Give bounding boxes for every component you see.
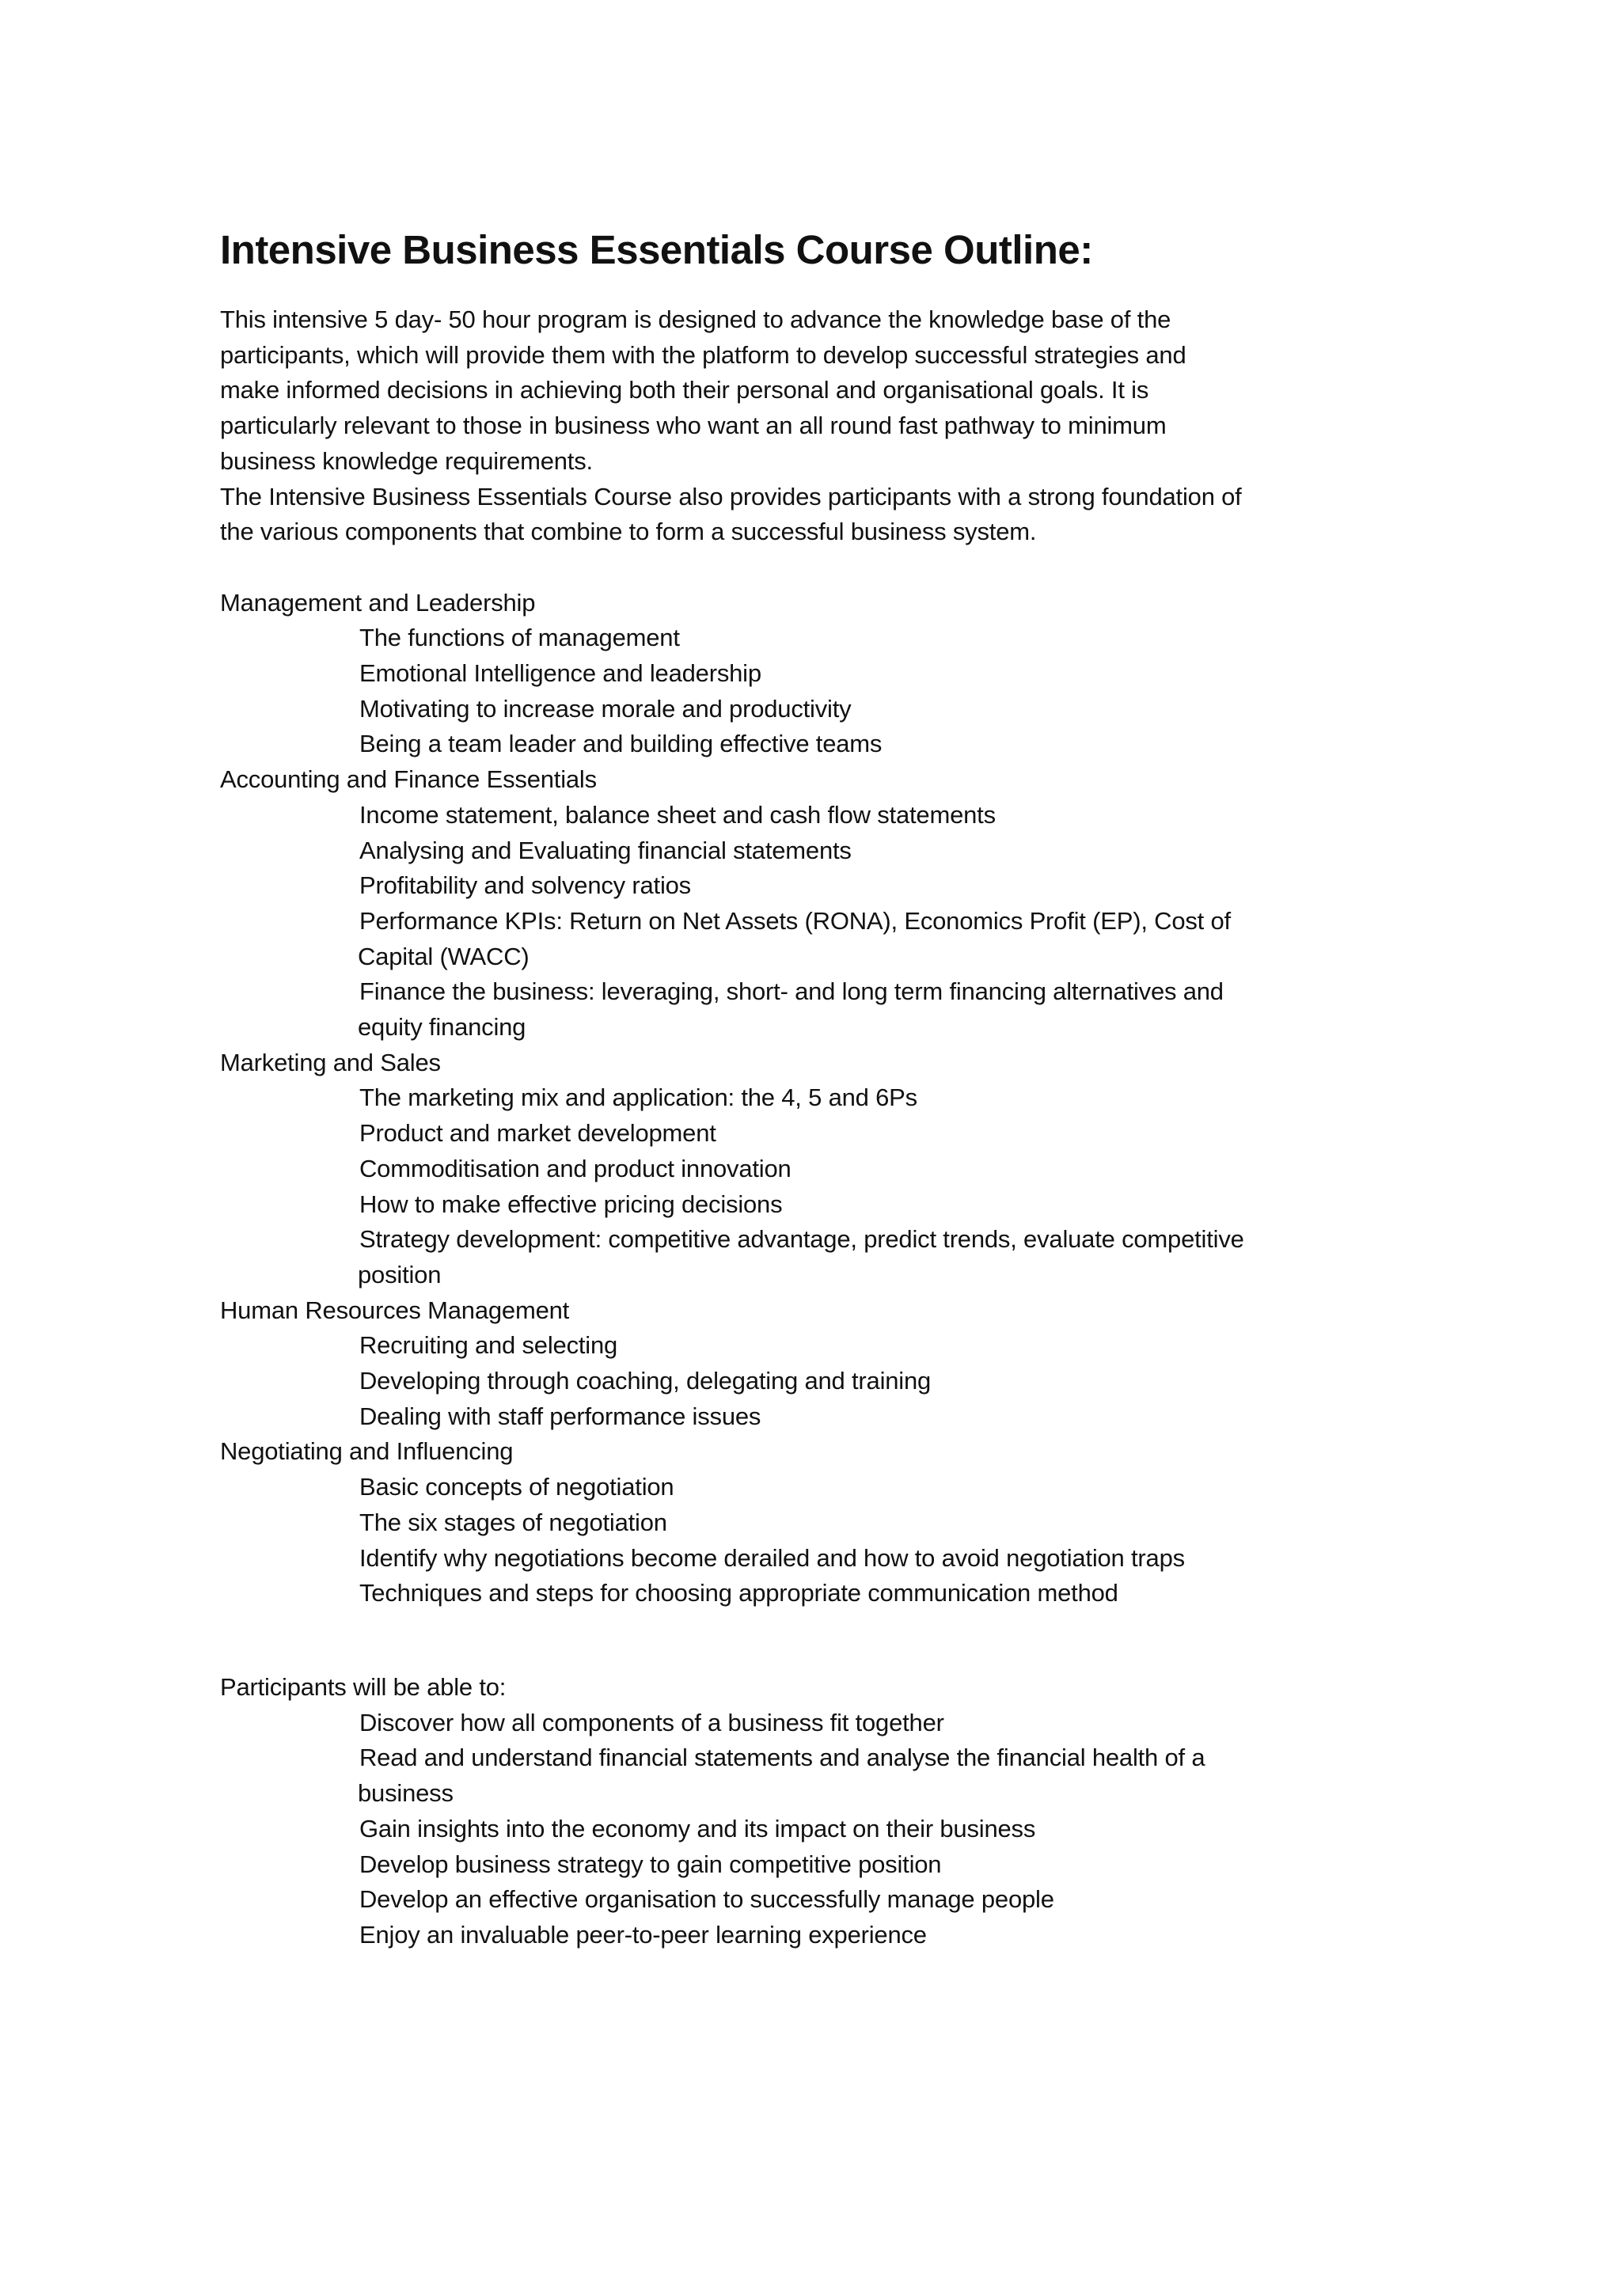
- section-item-text: Emotional Intelligence and leadership: [359, 659, 761, 688]
- section-item: [220, 1152, 1407, 1187]
- section-item: [220, 974, 1407, 1045]
- section-item: [220, 1364, 1407, 1399]
- section-item-text: Recruiting and selecting: [359, 1331, 618, 1360]
- participants-heading: Participants will be able to:: [220, 1673, 507, 1701]
- section-heading: Negotiating and Influencing: [220, 1437, 514, 1466]
- outcome-item: [220, 1882, 1407, 1918]
- section: [220, 586, 1407, 763]
- section: [220, 1046, 1407, 1293]
- section-item: [220, 1222, 1407, 1292]
- section-item-continuation: position: [358, 1260, 442, 1288]
- section-item: [220, 798, 1407, 833]
- section-item-text: Basic concepts of negotiation: [359, 1473, 674, 1501]
- outcome-list: [220, 1706, 1407, 1953]
- section-item-text: Dealing with staff performance issues: [359, 1402, 761, 1430]
- intro-line: make informed decisions in achieving both their personal and organisational goals. It is: [220, 376, 1149, 404]
- outcome-item-text: Gain insights into the economy and its impact on their business: [359, 1814, 1036, 1842]
- outcome-item: [220, 1918, 1407, 1953]
- section-item: [220, 1470, 1407, 1505]
- section-item-text: Developing through coaching, delegating and training: [359, 1367, 932, 1395]
- section-item-text: The functions of management: [359, 624, 680, 652]
- intro-line: particularly relevant to those in business who want an all round fast pathway to minimum: [220, 412, 1167, 440]
- section: [220, 762, 1407, 1046]
- section-item: [220, 656, 1407, 692]
- section-item: [220, 868, 1407, 904]
- section-item-text: Identify why negotiations become derailed and how to avoid negotiation traps: [359, 1543, 1185, 1572]
- section-item: [220, 692, 1407, 727]
- outcome-item: [220, 1847, 1407, 1883]
- section-item-text: Motivating to increase morale and productivity: [359, 694, 852, 723]
- section-heading: Accounting and Finance Essentials: [220, 765, 597, 794]
- outcome-item-text: Read and understand financial statements and analyse the financial health of a: [359, 1744, 1205, 1772]
- participants-outcomes: [220, 1670, 1407, 1953]
- section-item-text: Techniques and steps for choosing appropriate communication method: [359, 1579, 1118, 1607]
- outcome-item-text: Develop business strategy to gain competitive position: [359, 1850, 942, 1878]
- outcome-item: [220, 1706, 1407, 1741]
- section: [220, 1434, 1407, 1611]
- section-item-text: Being a team leader and building effective teams: [359, 730, 883, 758]
- intro-line: participants, which will provide them with the platform to develop successful strategies and: [220, 340, 1186, 369]
- section-item-text: Strategy development: competitive advantage, predict trends, evaluate competitive: [359, 1225, 1244, 1254]
- section-item: [220, 904, 1407, 974]
- section-item: [220, 1576, 1407, 1611]
- section-item: [220, 1328, 1407, 1364]
- section-item-text: Performance KPIs: Return on Net Assets (RONA), Economics Profit (EP), Cost of: [359, 906, 1231, 935]
- outcome-item-text: Discover how all components of a business fit together: [359, 1708, 944, 1736]
- intro-paragraph: [220, 302, 1407, 550]
- outcome-item: [220, 1740, 1407, 1811]
- section-heading: Marketing and Sales: [220, 1048, 441, 1076]
- section-item: [220, 1399, 1407, 1435]
- outcome-item-text: Enjoy an invaluable peer-to-peer learning experience: [359, 1920, 927, 1949]
- section-item-continuation: equity financing: [358, 1013, 526, 1042]
- section-item-text: How to make effective pricing decisions: [359, 1190, 783, 1218]
- section-item: [220, 727, 1407, 762]
- outcome-item-text: Develop an effective organisation to successfully manage people: [359, 1885, 1054, 1914]
- section-item-text: Commoditisation and product innovation: [359, 1154, 792, 1182]
- section-item-text: Income statement, balance sheet and cash flow statements: [359, 800, 996, 829]
- section-item-text: Finance the business: leveraging, short- and long term financing alternatives and: [359, 977, 1224, 1006]
- section: [220, 1293, 1407, 1435]
- section-heading: Human Resources Management: [220, 1296, 570, 1324]
- outcome-item-continuation: business: [358, 1779, 454, 1808]
- section-item-text: The marketing mix and application: the 4, 5 and 6Ps: [359, 1083, 917, 1112]
- document-page: [220, 222, 1407, 1953]
- section-item: [220, 1116, 1407, 1152]
- section-item: [220, 1505, 1407, 1541]
- section-item: [220, 1541, 1407, 1577]
- section-heading: Management and Leadership: [220, 588, 536, 617]
- intro-line: the various components that combine to form a successful business system.: [220, 518, 1037, 546]
- intro-line: The Intensive Business Essentials Course also provides participants with a strong foundation of: [220, 482, 1242, 510]
- outcome-item: [220, 1812, 1407, 1847]
- section-item: [220, 620, 1407, 656]
- section-item: [220, 1080, 1407, 1116]
- intro-line: This intensive 5 day- 50 hour program is designed to advance the knowledge base of the: [220, 306, 1171, 333]
- page-title: Intensive Business Essentials Course Outline:: [220, 227, 1093, 272]
- section-item: [220, 833, 1407, 869]
- course-sections: [220, 586, 1407, 1611]
- section-item-text: Profitability and solvency ratios: [359, 871, 691, 900]
- section-item-text: The six stages of negotiation: [359, 1508, 667, 1536]
- section-item: [220, 1187, 1407, 1223]
- section-item-continuation: Capital (WACC): [358, 942, 530, 970]
- section-item-text: Analysing and Evaluating financial statements: [359, 836, 852, 864]
- section-item-text: Product and market development: [359, 1119, 716, 1148]
- intro-line: business knowledge requirements.: [220, 446, 593, 475]
